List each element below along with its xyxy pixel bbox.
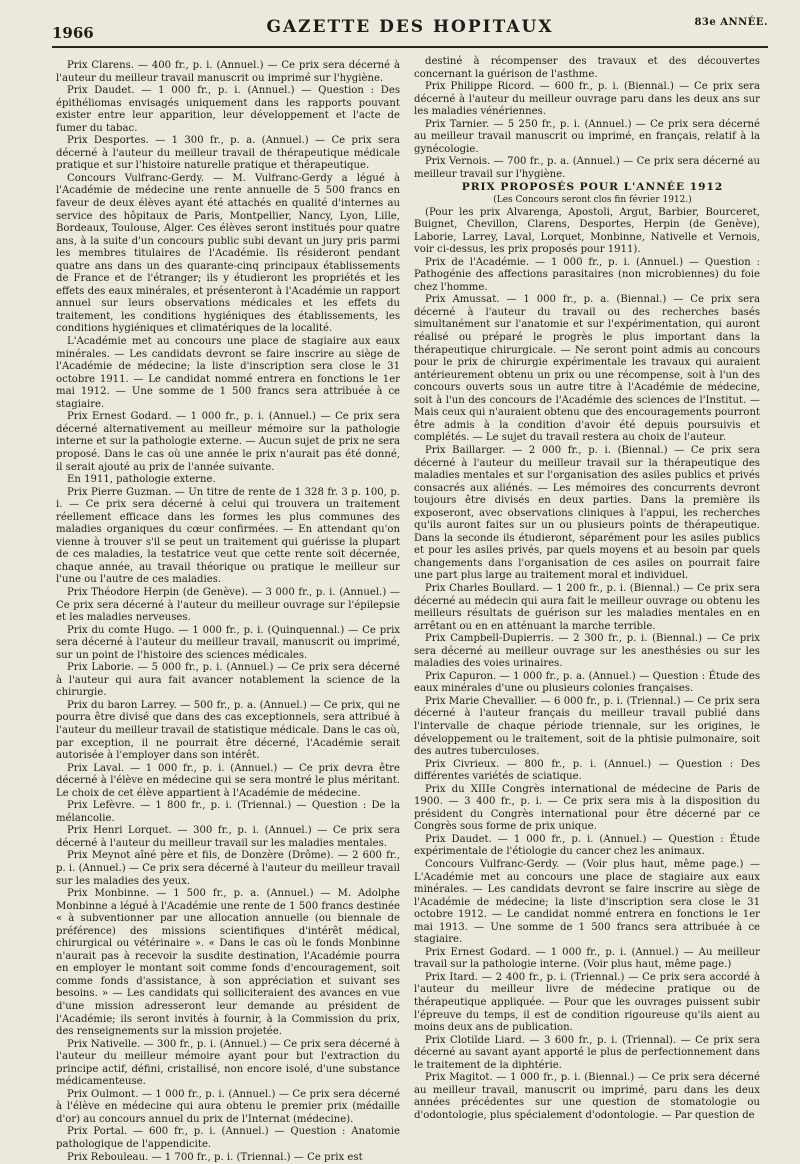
paragraph: (Pour les prix Alvarenga, Apostoli, Argut, Barbier, Bourceret, Buignet, Chevillon, Clarens, Desportes, Herpin (de Genève), Laborie, Larrey, Laval, Lorquet, Monbinne, Nativelle et Vernois, voir ci-dessus, les prix proposés pour 1911).	[414, 206, 760, 256]
paragraph: Prix du XIIIe Congrès international de médecine de Paris de 1900. — 3 400 fr., p. i. — Ce prix sera mis à la disposition du président du Congrès international pour être décerné par ce Congrès sous forme de prix unique.	[414, 783, 760, 833]
paragraph: Prix Desportes. — 1 300 fr., p. a. (Annuel.) — Ce prix sera décerné à l'auteur du meilleur travail de thérapeutique médicale pratique et sur l'histoire naturelle pratique et thérapeutique.	[56, 135, 400, 172]
paragraph: Prix du comte Hugo. — 1 000 fr., p. i. (Quinquennal.) — Ce prix sera décerné à l'auteur du meilleur travail, manuscrit ou imprimé, sur un point de l'histoire des sciences médicales.	[56, 624, 400, 661]
paragraph: Prix Daudet. — 1 000 fr., p. i. (Annuel.) — Question : Étude expérimentale de l'étiologie du cancer chez les animaux.	[414, 833, 760, 858]
year-label: 83e ANNÉE.	[694, 17, 768, 28]
paragraph: Prix Charles Boullard. — 1 200 fr., p. i. (Biennal.) — Ce prix sera décerné au médecin qui aura fait le meilleur ouvrage ou obtenu les meilleurs résultats de guérison sur les maladies mentales en en arrêtant ou en en atténuant la marche terrible.	[414, 582, 760, 632]
right-column-bottom	[414, 207, 760, 1123]
right-column	[414, 56, 760, 1121]
paragraph: Prix Baillarger. — 2 000 fr., p. i. (Biennal.) — Ce prix sera décerné à l'auteur du meilleur travail sur la thérapeutique des maladies mentales et sur l'organisation des asiles publics et privés consacrés aux aliénés. — Les mémoires des concurrents devront toujours être divisés en deux parties. Dans la première ils exposeront, avec observations cliniques à l'appui, les recherches qu'ils auront faites sur un ou plusieurs points de thérapeutique. Dans la seconde ils étudieront, séparément pour les asiles publics et pour les asiles privés, par quels moyens et au besoin par quels changements dans l'organisation de ces asiles on pourrait faire une part plus large au traitement moral et individuel.	[414, 444, 760, 582]
paragraph: Prix Laval. — 1 000 fr., p. i. (Annuel.) — Ce prix devra être décerné à l'élève en médecine qui se sera montré le plus méritant. Le choix de cet élève appartient à l'Académie de médecine.	[56, 762, 400, 799]
page-number: 1966	[52, 24, 94, 42]
paragraph: Prix Daudet. — 1 000 fr., p. i. (Annuel.) — Question : Des épithéliomas envisagés uniquement dans les rapports pouvant exister entre leur apparition, leur développement et l'acte de fumer du tabac.	[56, 85, 400, 134]
paragraph: Prix Philippe Ricord. — 600 fr., p. i. (Biennal.) — Ce prix sera décerné à l'auteur du meilleur ouvrage paru dans les deux ans sur les maladies vénériennes.	[414, 81, 760, 118]
journal-title: GAZETTE DES HOPITAUX	[266, 17, 554, 37]
paragraph: En 1911, pathologie externe.	[67, 474, 216, 486]
paragraph: Prix Clarens. — 400 fr., p. i. (Annuel.) — Ce prix sera décerné à l'auteur du meilleur travail manuscrit ou imprimé sur l'hygiène.	[56, 60, 400, 84]
paragraph: destiné à récompenser des travaux et des découvertes concernant la guérison de l'asthme.	[414, 56, 760, 80]
paragraph: Prix Henri Lorquet. — 300 fr., p. i. (Annuel.) — Ce prix sera décerné à l'auteur du meilleur travail sur les maladies mentales.	[56, 825, 400, 849]
paragraph: Prix du baron Larrey. — 500 fr., p. a. (Annuel.) — Ce prix, qui ne pourra être divisé que dans des cas exceptionnels, sera attribué à l'auteur du meilleur travail de statistique médicale. Dans le cas où, par exception, il ne pourrait être décerné, l'Académie serait autorisée à l'employer dans son intérêt.	[56, 699, 400, 762]
paragraph: Prix Clotilde Liard. — 3 600 fr., p. i. (Triennal). — Ce prix sera décerné au savant ayant apporté le plus de perfectionnement dans le traitement de la diphtérie.	[414, 1034, 760, 1071]
paragraph: Prix Lefèvre. — 1 800 fr., p. i. (Triennal.) — Question : De la mélancolie.	[56, 800, 400, 824]
paragraph: Prix Capuron. — 1 000 fr., p. a. (Annuel.) — Question : Étude des eaux minérales d'une ou plusieurs colonies françaises.	[414, 670, 760, 695]
paragraph: L'Académie met au concours une place de stagiaire aux eaux minérales. — Les candidats devront se faire inscrire au siège de l'Académie de médecine; la liste d'inscription sera close le 31 octobre 1911. — Le candidat nommé entrera en fonctions le 1er mai 1912. — Une somme de 1 500 francs sera attribuée à ce stagiaire.	[56, 336, 400, 410]
paragraph: Prix Vernois. — 700 fr., p. a. (Annuel.) — Ce prix sera décerné au meilleur travail sur l'hygiène.	[414, 156, 760, 180]
paragraph: Prix Campbell-Dupierris. — 2 300 fr., p. i. (Biennal.) — Ce prix sera décerné au meilleur ouvrage sur les anesthésies ou sur les maladies des voies urinaires.	[414, 633, 760, 670]
paragraph: Prix Ernest Godard. — 1 000 fr., p. i. (Annuel.) — Au meilleur travail sur la pathologie interne. (Voir plus haut, même page.)	[414, 946, 760, 971]
paragraph: Prix Laborie. — 5 000 fr., p. i. (Annuel.) — Ce prix sera décerné à l'auteur qui aura fait avancer notablement la science de la chirurgie.	[56, 662, 400, 699]
page-header	[52, 14, 768, 48]
right-column-top	[414, 56, 760, 181]
paragraph: Prix Civrieux. — 800 fr., p. i. (Annuel.) — Question : Des différentes variétés de sciatique.	[414, 758, 760, 783]
paragraph: Concours Vulfranc-Gerdy. — M. Vulfranc-Gerdy a légué à l'Académie de médecine une rente annuelle de 5 500 francs en faveur de deux élèves ayant été attachés en qualité d'internes au service des hôpitaux de Paris, Montpellier, Nancy, Lyon, Lille, Bordeaux, Toulouse, Alger. Ces élèves seront institués pour quatre ans, à la suite d'un concours public subi devant un jury pris parmi les membres titulaires de l'Académie. Ils résideront pendant quatre ans dans un des quarante-cinq principaux établissements de France et de l'étranger; ils y étudieront les propriétés et les effets des eaux minérales, et présenteront à l'Académie un rapport annuel sur leurs observations médicales et les effets du traitement, les conditions hygiéniques des établissements, les conditions hygiéniques et climatériques de la localité.	[56, 172, 400, 335]
paragraph: Prix Ernest Godard. — 1 000 fr., p. i. (Annuel.) — Ce prix sera décerné alternativement au meilleur mémoire sur la pathologie interne et sur la pathologie externe. — Aucun sujet de prix ne sera proposé. Dans le cas où une année le prix n'aurait pas été donné, il serait ajouté au prix de l'année suivante.	[56, 411, 400, 473]
paragraph: Prix Rebouleau. — 1 700 fr., p. i. (Triennal.) — Ce prix est	[67, 1151, 363, 1163]
paragraph: Concours Vulfranc-Gerdy. — (Voir plus haut, même page.) — L'Académie met au concours une place de stagiaire aux eaux minérales. — Les candidats devront se faire inscrire au siège de l'Académie de médecine; la liste d'inscription sera close le 31 octobre 1912. — Le candidat nommé entrera en fonctions le 1er mai 1913. — Une somme de 1 500 francs sera attribuée à ce stagiaire.	[414, 859, 760, 946]
left-column	[56, 60, 400, 1163]
paragraph: Prix Portal. — 600 fr., p. i. (Annuel.) — Question : Anatomie pathologique de l'appendicite.	[56, 1126, 400, 1151]
paragraph: Prix Théodore Herpin (de Genève). — 3 000 fr., p. i. (Annuel.) — Ce prix sera décerné à l'auteur du meilleur ouvrage sur l'épilepsie et les maladies nerveuses.	[56, 586, 400, 624]
paragraph: Prix Amussat. — 1 000 fr., p. a. (Biennal.) — Ce prix sera décerné à l'auteur du travail ou des recherches basés simultanément sur l'anatomie et sur l'expérimentation, qui auront réalisé ou préparé le progrès le plus important dans la thérapeutique chirurgicale. — Ne seront point admis au concours pour le prix de chirurgie expérimentale les travaux qui auraient antérieurement obtenu un prix ou une récompense, soit à l'un des concours ouverts sous un autre titre à l'Académie de médecine, soit à l'un des concours de l'Académie des sciences de l'Institut. — Mais ceux qui n'auraient obtenu que des encouragements pourront être admis à la condition d'avoir été depuis poursuivis et complétés. — Le sujet du travail restera au choix de l'auteur.	[414, 294, 760, 444]
paragraph: Prix Tarnier. — 5 250 fr., p. i. (Annuel.) — Ce prix sera décerné au meilleur travail manuscrit ou imprimé, en français, relatif à la gynécologie.	[414, 118, 760, 155]
paragraph: Prix Magitot. — 1 000 fr., p. i. (Biennal.) — Ce prix sera décerné au meilleur travail, manuscrit ou imprimé, paru dans les deux années précédentes sur une question de stomatologie ou d'odontologie, plus spécialement d'odontologie. — Par question de	[414, 1072, 760, 1121]
paragraph: Prix Marie Chevallier. — 6 000 fr., p. i. (Triennal.) — Ce prix sera décerné à l'auteur français du meilleur travail publié dans l'intervalle de chaque période triennale, sur les origines, le développement ou le traitement, soit de la phtisie pulmonaire, soit des autres tuberculoses.	[414, 695, 760, 758]
section-title: PRIX PROPOSÉS POUR L'ANNÉE 1912	[461, 181, 724, 194]
paragraph: Prix Oulmont. — 1 000 fr., p. i. (Annuel.) — Ce prix sera décerné à l'élève en médecine qui aura obtenu le premier prix (médaille d'or) au concours annuel du prix de l'Internat (médecine).	[56, 1088, 400, 1125]
paragraph: Prix Monbinne. — 1 500 fr., p. a. (Annuel.) — M. Adolphe Monbinne a légué à l'Académie une rente de 1 500 francs destinée « à subventionner par une allocation annuelle (ou biennale de préférence) des missions scientifiques d'intérêt médical, chirurgical ou vétérinaire ». « Dans le cas où le fonds Monbinne n'aurait pas à recevoir la susdite destination, l'Académie pourra en employer le montant soit comme fonds d'encouragement, soit comme fonds d'assistance, à son appréciation et suivant ses besoins. » — Les candidats qui solliciteraient des avances en vue d'une mission adresseront leur demande au président de l'Académie; ils seront invités à fournir, à la Commission du prix, des renseignements sur la mission projetée.	[56, 888, 400, 1038]
paragraph: Prix Pierre Guzman. — Un titre de rente de 1 328 fr. 3 p. 100, p. i. — Ce prix sera décerné à celui qui trouvera un traitement réellement efficace dans les formes les plus communes des maladies organiques du cœur confirmées. — En attendant qu'on vienne à trouver s'il se peut un traitement qui guérisse la plupart de ces maladies, la testatrice veut que cette rente soit décernée, chaque année, au travail théorique ou pratique le meilleur sur l'une ou l'autre de ces maladies.	[56, 486, 400, 586]
paragraph: Prix Nativelle. — 300 fr., p. i. (Annuel.) — Ce prix sera décerné à l'auteur du meilleur mémoire ayant pour but l'extraction du principe actif, défini, cristallisé, non encore isolé, d'une substance médicamenteuse.	[56, 1038, 400, 1088]
paragraph: Prix Meynot aîné père et fils, de Donzère (Drôme). — 2 600 fr., p. i. (Annuel.) — Ce prix sera décerné à l'auteur du meilleur travail sur les maladies des yeux.	[56, 850, 400, 887]
section-subtitle: (Les Concours seront clos fin février 1912.)	[493, 195, 692, 206]
paragraph: Prix de l'Académie. — 1 000 fr., p. i. (Annuel.) — Question : Pathogénie des affections parasitaires (non microbiennes) du foie chez l'homme.	[414, 256, 760, 293]
paragraph: Prix Itard. — 2 400 fr., p. i. (Triennal.) — Ce prix sera accordé à l'auteur du meilleur livre de médecine pratique ou de thérapeutique appliquée. — Pour que les ouvrages puissent subir l'épreuve du temps, il est de condition rigoureuse qu'ils aient au moins deux ans de publication.	[414, 971, 760, 1034]
